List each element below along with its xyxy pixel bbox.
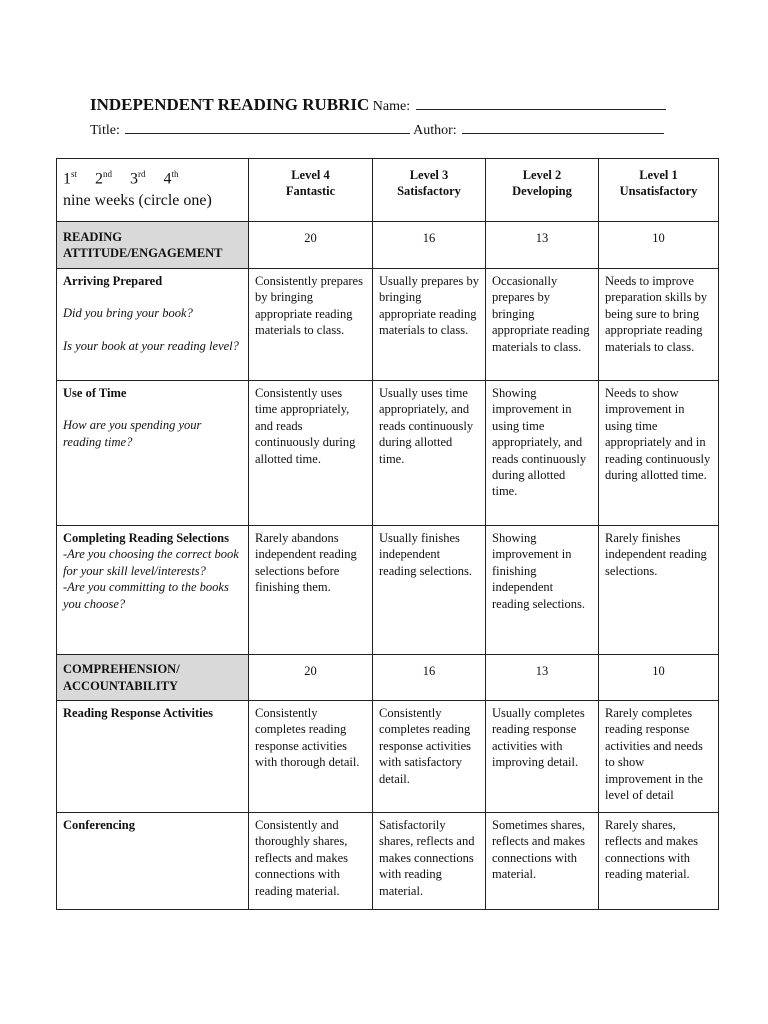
descriptor-level-1: Rarely completes reading response activities and needs to show improvement in the level of detail	[599, 701, 719, 813]
descriptor-level-1: Rarely finishes independent reading selections.	[599, 526, 719, 655]
criterion-row-reading-response	[57, 701, 719, 813]
author-blank[interactable]	[462, 118, 664, 134]
header-line-1	[90, 94, 710, 118]
score-level-4: 20	[249, 655, 373, 701]
level-header-row	[57, 159, 719, 222]
name-label: Name:	[372, 99, 411, 114]
section-row-reading-attitude	[57, 222, 719, 269]
criterion-row-completing-selections	[57, 526, 719, 655]
descriptor-level-2: Showing improvement in using time appropriately, and reads continuously during allotted time.	[486, 381, 599, 526]
level-2-header: Level 2 Developing	[486, 159, 599, 222]
criterion-question: -Are you choosing the correct book for your skill level/interests?	[63, 547, 239, 578]
descriptor-level-3: Consistently completes reading response activities with satisfactory detail.	[373, 701, 486, 813]
descriptor-level-1: Needs to show improvement in using time appropriately and in reading continuously during allotted time.	[599, 381, 719, 526]
ordinal-4th[interactable]: 4th	[163, 169, 179, 188]
criterion-question: Did you bring your book?	[63, 306, 193, 321]
criterion-name: Completing Reading Selections	[63, 531, 229, 545]
descriptor-level-2: Usually completes reading response activities with improving detail.	[486, 701, 599, 813]
criterion-question: -Are you committing to the books you choose?	[63, 580, 229, 611]
descriptor-level-4: Rarely abandons independent reading selections before finishing them.	[249, 526, 373, 655]
ordinal-row	[63, 163, 242, 190]
descriptor-level-2: Showing improvement in finishing independent reading selections.	[486, 526, 599, 655]
ordinal-3rd[interactable]: 3rd	[130, 169, 146, 188]
descriptor-level-3: Satisfactorily shares, reflects and makes connections with reading material.	[373, 813, 486, 910]
section-title: READING ATTITUDE/ENGAGEMENT	[57, 222, 249, 269]
criterion-name: Conferencing	[63, 818, 135, 832]
criterion-name: Use of Time	[63, 386, 127, 400]
criterion-cell	[57, 381, 249, 526]
criterion-cell	[57, 269, 249, 381]
score-level-2: 13	[486, 655, 599, 701]
level-3-header: Level 3 Satisfactory	[373, 159, 486, 222]
descriptor-level-3: Usually prepares by bringing appropriate reading materials to class.	[373, 269, 486, 381]
descriptor-level-1: Needs to improve preparation skills by being sure to bring appropriate reading materials to class.	[599, 269, 719, 381]
score-level-4: 20	[249, 222, 373, 269]
criterion-cell	[57, 526, 249, 655]
header-line-2	[90, 118, 710, 142]
title-blank[interactable]	[125, 118, 410, 134]
score-level-3: 16	[373, 655, 486, 701]
criterion-name: Reading Response Activities	[63, 706, 213, 720]
descriptor-level-1: Rarely shares, reflects and makes connections with reading material.	[599, 813, 719, 910]
rubric-header	[90, 94, 710, 142]
criterion-row-use-of-time	[57, 381, 719, 526]
rubric-table	[56, 158, 719, 910]
section-row-comprehension	[57, 655, 719, 701]
criterion-question: Is your book at your reading level?	[63, 338, 239, 353]
descriptor-level-2: Sometimes shares, reflects and makes connections with material.	[486, 813, 599, 910]
criterion-cell	[57, 701, 249, 813]
descriptor-level-4: Consistently completes reading response activities with thorough detail.	[249, 701, 373, 813]
descriptor-level-4: Consistently and thoroughly shares, reflects and makes connections with reading material.	[249, 813, 373, 910]
ordinal-1st[interactable]: 1st	[63, 169, 78, 188]
score-level-3: 16	[373, 222, 486, 269]
section-title: COMPREHENSION/ ACCOUNTABILITY	[57, 655, 249, 701]
criterion-row-conferencing	[57, 813, 719, 910]
descriptor-level-2: Occasionally prepares by bringing appropriate reading materials to class.	[486, 269, 599, 381]
level-1-header: Level 1 Unsatisfactory	[599, 159, 719, 222]
author-label: Author:	[413, 123, 457, 138]
level-4-header: Level 4 Fantastic	[249, 159, 373, 222]
nine-weeks-cell	[57, 159, 249, 222]
score-level-1: 10	[599, 655, 719, 701]
criterion-question: How are you spending your reading time?	[63, 418, 202, 449]
criterion-row-arriving-prepared	[57, 269, 719, 381]
descriptor-level-4: Consistently uses time appropriately, and reads continuously during allotted time.	[249, 381, 373, 526]
descriptor-level-3: Usually uses time appropriately, and reads continuously during allotted time.	[373, 381, 486, 526]
criterion-cell	[57, 813, 249, 910]
descriptor-level-3: Usually finishes independent reading selections.	[373, 526, 486, 655]
ordinal-2nd[interactable]: 2nd	[95, 169, 113, 188]
score-level-1: 10	[599, 222, 719, 269]
document-title: INDEPENDENT READING RUBRIC	[90, 95, 370, 114]
criterion-name: Arriving Prepared	[63, 274, 163, 288]
score-level-2: 13	[486, 222, 599, 269]
title-label: Title:	[90, 123, 120, 138]
descriptor-level-4: Consistently prepares by bringing appropriate reading materials to class.	[249, 269, 373, 381]
nine-weeks-caption: nine weeks (circle one)	[63, 192, 212, 210]
name-blank[interactable]	[416, 94, 666, 110]
